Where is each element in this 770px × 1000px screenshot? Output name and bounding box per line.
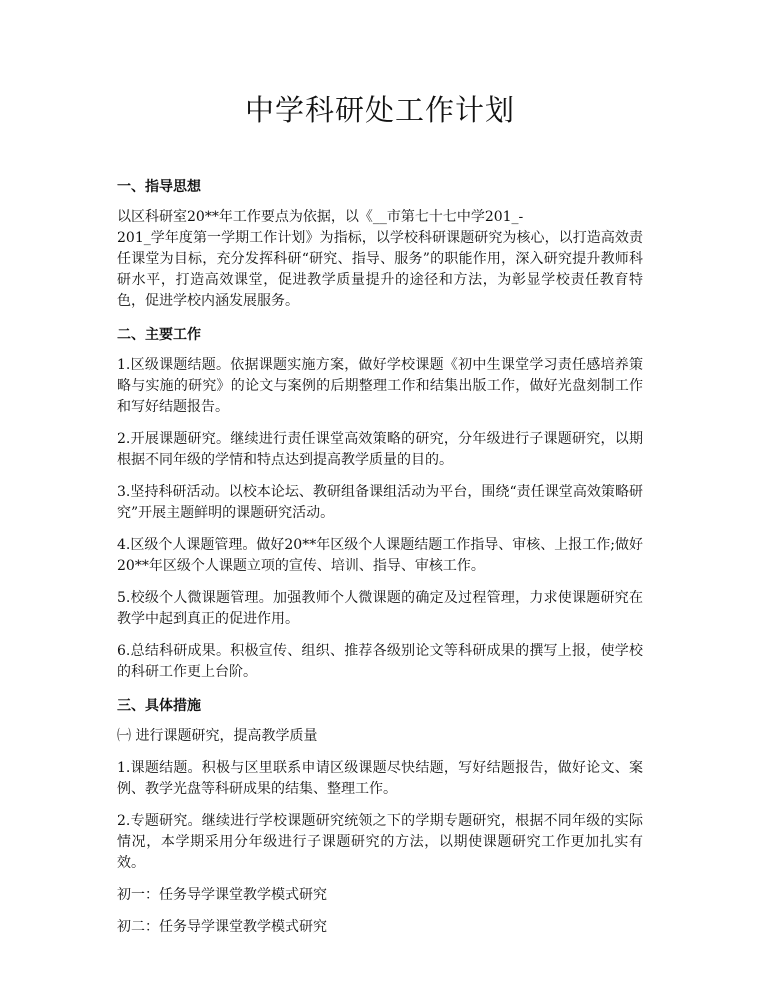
work-item-1: 1.区级课题结题。依据课题实施方案，做好学校课题《初中生课堂学习责任感培养策略与实施的研究》的论文与案例的后期整理工作和结集出版工作，做好光盘刻制工作和写好结题报告。 xyxy=(117,357,643,415)
section-heading-main-work: 二、主要工作 xyxy=(117,327,201,343)
document-title: 中学科研处工作计划 xyxy=(244,93,515,127)
measure-item-2: 2.专题研究。继续进行学校课题研究统领之下的学期专题研究，根据不同年级的实际情况，本学期采用分年级进行子课题研究的方法，以期使课题研究工作更加扎实有效。 xyxy=(117,813,643,871)
work-item-2: 2.开展课题研究。继续进行责任课堂高效策略的研究，分年级进行子课题研究，以期根据不同年级的学情和特点达到提高教学质量的目的。 xyxy=(117,431,643,468)
section-heading-measures: 三、具体措施 xyxy=(117,698,201,714)
section-paragraph xyxy=(117,207,643,312)
section-heading-guiding-ideology: 一、指导思想 xyxy=(117,179,201,195)
work-item-6: 6.总结科研成果。积极宣传、组织、推荐各级别论文等科研成果的撰写上报，使学校的科研工作更上台阶。 xyxy=(117,643,643,680)
work-item-5: 5.校级个人微课题管理。加强教师个人微课题的确定及过程管理，力求使课题研究在教学中起到真正的促进作用。 xyxy=(117,590,643,627)
measure-item-1: 1.课题结题。积极与区里联系申请区级课题尽快结题，写好结题报告，做好论文、案例、教学光盘等科研成果的结集、整理工作。 xyxy=(117,760,643,797)
grade-research-2: 初二：任务导学课堂教学模式研究 xyxy=(117,919,327,935)
work-item-4: 4.区级个人课题管理。做好20**年区级个人课题结题工作指导、审核、上报工作;做好20**年区级个人课题立项的宣传、培训、指导、审核工作。 xyxy=(117,537,643,574)
work-item-3: 3.坚持科研活动。以校本论坛、教研组备课组活动为平台，围绕“责任课堂高效策略研究”开展主题鲜明的课题研究活动。 xyxy=(117,484,643,521)
paragraph-text: 201_学年度第一学期工作计划》为指标，以学校科研课题研究为核心，以打造高效责任课堂为目标，充分发挥科研“研究、指导、服务”的职能作用，深入研究提升教师科研水平，打造高效课堂，促进教学质量提升的途径和方法，为彰显学校责任教育特色，促进学校内涵发展服务。 xyxy=(117,230,643,309)
grade-research-1: 初一：任务导学课堂教学模式研究 xyxy=(117,887,327,903)
paragraph-line: 以区科研室20**年工作要点为依据，以《__市第七十七中学201_- xyxy=(117,209,524,225)
measures-subheading: ㈠ 进行课题研究，提高教学质量 xyxy=(117,728,318,744)
